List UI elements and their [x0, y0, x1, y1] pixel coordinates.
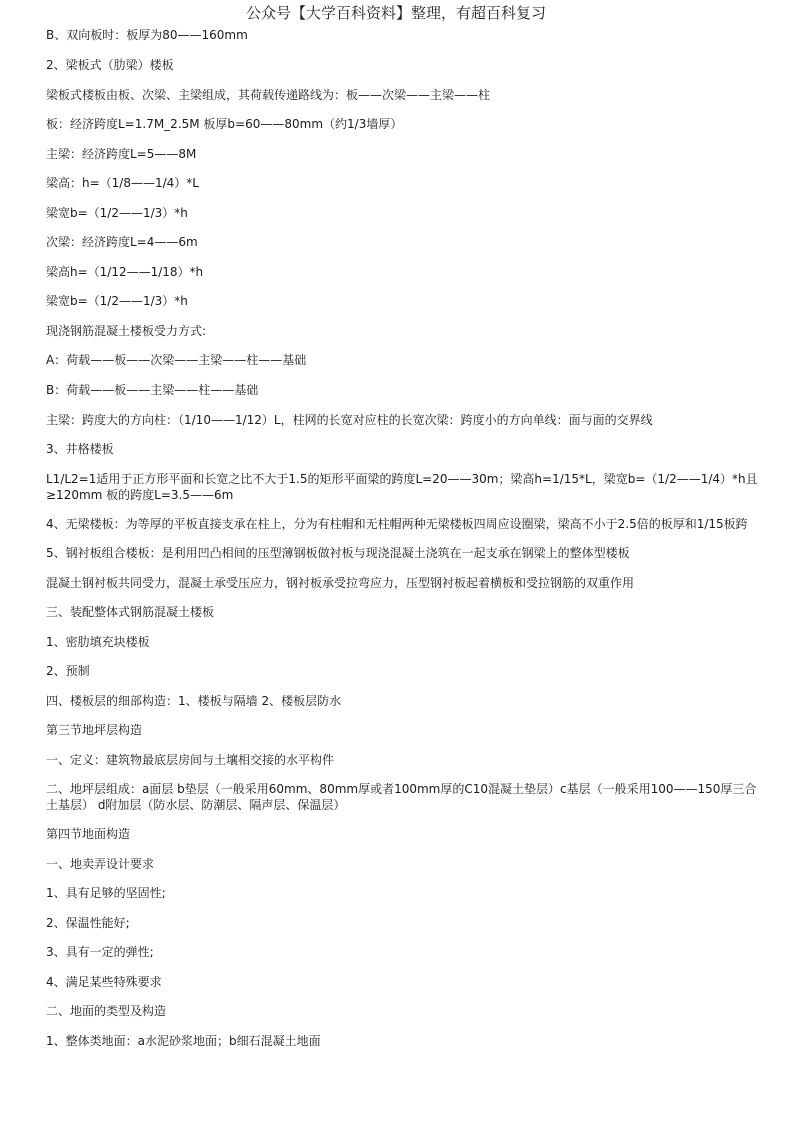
text-line: 1、整体类地面：a水泥砂浆地面；b细石混凝土地面 [46, 1034, 321, 1048]
text-line: 1、密肋填充块楼板 [46, 635, 150, 649]
section-heading: 第四节地面构造 [46, 827, 131, 841]
section-heading: 第三节地坪层构造 [46, 723, 143, 737]
text-line: 梁板式楼板由板、次梁、主梁组成，其荷载传递路线为：板——次梁——主梁——柱 [46, 88, 491, 102]
text-line: 主梁：经济跨度L=5——8M [46, 147, 197, 161]
text-line: 2、梁板式（肋梁）楼板 [46, 58, 174, 72]
section-heading: 3、井格楼板 [46, 442, 114, 456]
text-line: 4、满足某些特殊要求 [46, 975, 162, 989]
text-line: B：荷载——板——主梁——柱——基础 [46, 383, 259, 397]
text-line: 梁高h=（1/12——1/18）*h [46, 265, 204, 279]
text-line: 梁宽b=（1/2——1/3）*h [46, 294, 188, 308]
text-line: 板：经济跨度L=1.7M_2.5M 板厚b=60——80mm（约1/3墙厚） [46, 117, 403, 131]
text-paragraph: L1/L2=1适用于正方形平面和长宽之比不大于1.5的矩形平面梁的跨度L=20——30m；梁高h=1/15*L，梁宽b=（1/2——1/4）*h且≥120mm 板的跨度L=3.5——6m [46, 472, 758, 502]
document-body [46, 24, 758, 1049]
text-line: A：荷载——板——次梁——主梁——柱——基础 [46, 353, 307, 367]
text-line: 一、地卖弄设计要求 [46, 857, 155, 871]
text-line: 2、保温性能好; [46, 916, 130, 930]
text-line: 次梁：经济跨度L=4——6m [46, 235, 198, 249]
text-line: 一、定义：建筑物最底层房间与土壤相交接的水平构件 [46, 753, 335, 767]
text-line: 主梁：跨度大的方向柱：（1/10——1/12）L，柱网的长宽对应柱的长宽次梁：跨度小的方向单线：面与面的交界线 [46, 413, 653, 427]
text-line: 现浇钢筋混凝土楼板受力方式: [46, 324, 207, 338]
text-line: 1、具有足够的坚固性; [46, 886, 166, 900]
text-paragraph: 4、无梁楼板：为等厚的平板直接支承在柱上，分为有柱帽和无柱帽两种无梁楼板四周应设圈梁，梁高不小于2.5倍的板厚和1/15板跨 [46, 517, 748, 531]
text-line: 梁宽b=（1/2——1/3）*h [46, 206, 188, 220]
text-line: B、双向板时：板厚为80——160mm [46, 28, 248, 42]
section-heading: 二、地面的类型及构造 [46, 1004, 167, 1018]
text-line: 3、具有一定的弹性; [46, 945, 154, 959]
text-line: 梁高：h=（1/8——1/4）*L [46, 176, 199, 190]
section-heading: 三、装配整体式钢筋混凝土楼板 [46, 605, 215, 619]
text-line: 2、预制 [46, 664, 90, 678]
text-line: 混凝土钢衬板共同受力，混凝土承受压应力，钢衬板承受拉弯应力，压型钢衬板起着横板和受拉钢筋的双重作用 [46, 576, 635, 590]
section-heading: 四、楼板层的细部构造：1、楼板与隔墙 2、楼板层防水 [46, 694, 342, 708]
text-line: 5、钢衬板组合楼板：是利用凹凸相间的压型薄钢板做衬板与现浇混凝土浇筑在一起支承在钢梁上的整体型楼板 [46, 546, 630, 560]
text-paragraph: 二、地坪层组成：a面层 b垫层（一般采用60mm、80mm厚或者100mm厚的C10混凝土垫层）c基层（一般采用100——150厚三合土基层） d附加层（防水层、防潮层、隔声层、保温层） [46, 782, 757, 812]
page-header: 公众号【大学百科资料】整理，有超百科复习 [245, 4, 546, 22]
